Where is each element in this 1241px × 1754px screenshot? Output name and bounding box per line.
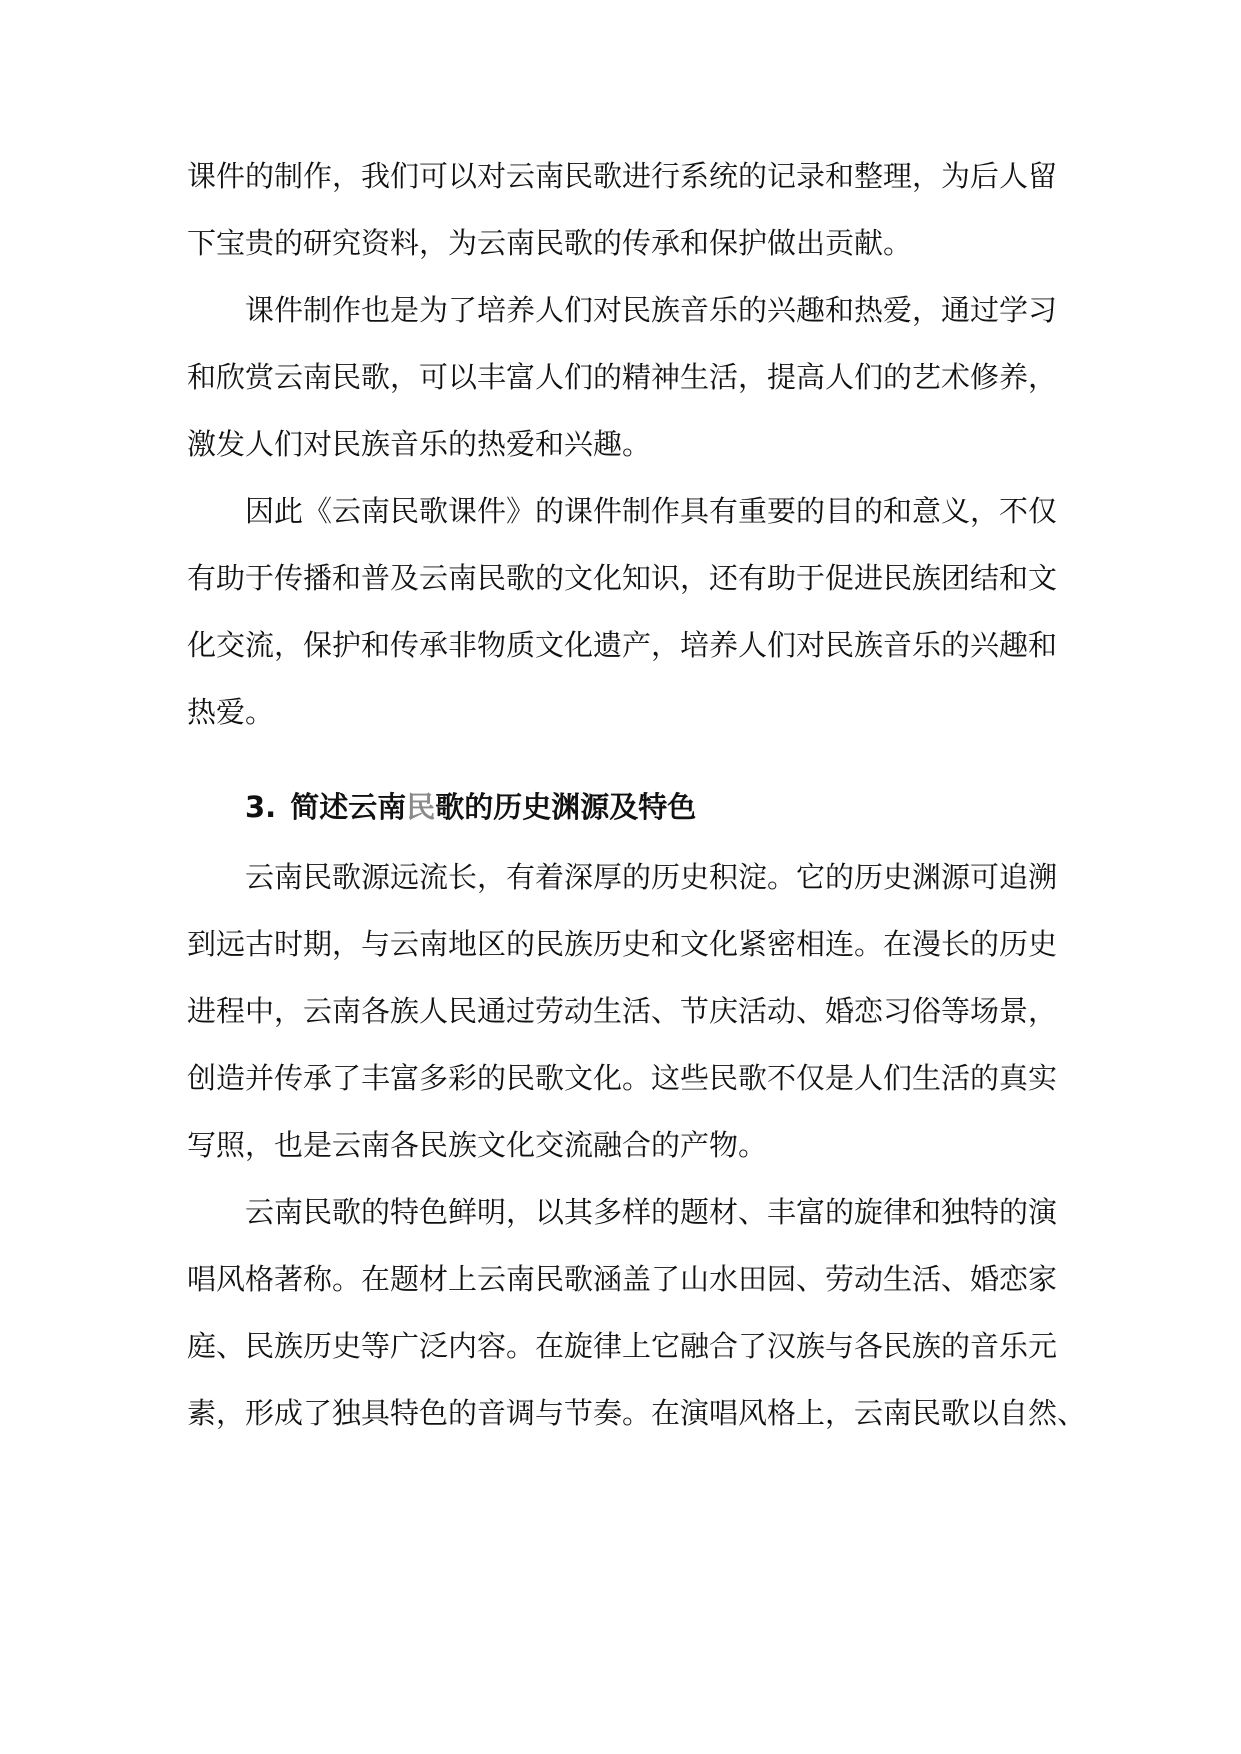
document-page bbox=[187, 143, 1087, 1447]
text-line: 创造并传承了丰富多彩的民歌文化。这些民歌不仅是人们生活的真实 bbox=[187, 1061, 1058, 1095]
text-line: 庭、民族历史等广泛内容。在旋律上它融合了汉族与各民族的音乐元 bbox=[187, 1329, 1058, 1363]
paragraph bbox=[187, 277, 1057, 478]
text-line: 有助于传播和普及云南民歌的文化知识，还有助于促进民族团结和文 bbox=[187, 561, 1058, 595]
text-line: 唱风格著称。在题材上云南民歌涵盖了山水田园、劳动生活、婚恋家 bbox=[187, 1262, 1058, 1296]
text-line: 和欣赏云南民歌，可以丰富人们的精神生活，提高人们的艺术修养， bbox=[187, 360, 1058, 394]
text-line: 云南民歌源远流长，有着深厚的历史积淀。它的历史渊源可追溯 bbox=[245, 860, 1058, 894]
text-line: 课件的制作，我们可以对云南民歌进行系统的记录和整理，为后人留 bbox=[187, 159, 1058, 193]
text-line: 素，形成了独具特色的音调与节奏。在演唱风格上，云南民歌以自然、 bbox=[187, 1396, 1087, 1430]
text-line: 因此《云南民歌课件》的课件制作具有重要的目的和意义，不仅 bbox=[245, 494, 1058, 528]
section-heading bbox=[187, 776, 1057, 838]
text-line: 化交流，保护和传承非物质文化遗产，培养人们对民族音乐的兴趣和 bbox=[187, 628, 1058, 662]
section-number: 3. bbox=[245, 790, 277, 824]
text-line: 下宝贵的研究资料，为云南民歌的传承和保护做出贡献。 bbox=[187, 226, 913, 260]
text-line: 写照，也是云南各民族文化交流融合的产物。 bbox=[187, 1128, 768, 1162]
paragraph bbox=[187, 478, 1057, 746]
text-line: 云南民歌的特色鲜明，以其多样的题材、丰富的旋律和独特的演 bbox=[245, 1195, 1058, 1229]
paragraph bbox=[187, 143, 1057, 277]
text-line: 课件制作也是为了培养人们对民族音乐的兴趣和热爱，通过学习 bbox=[245, 293, 1058, 327]
paragraph bbox=[187, 844, 1057, 1179]
heading-text-highlight: 民 bbox=[406, 790, 436, 824]
heading-text: 歌的历史渊源及特色 bbox=[435, 790, 697, 824]
paragraph bbox=[187, 1179, 1087, 1447]
text-line: 热爱。 bbox=[187, 695, 275, 729]
text-line: 进程中，云南各族人民通过劳动生活、节庆活动、婚恋习俗等场景， bbox=[187, 994, 1058, 1028]
text-line: 到远古时期，与云南地区的民族历史和文化紧密相连。在漫长的历史 bbox=[187, 927, 1058, 961]
text-line: 激发人们对民族音乐的热爱和兴趣。 bbox=[187, 427, 652, 461]
heading-text: 简述云南 bbox=[290, 790, 407, 824]
